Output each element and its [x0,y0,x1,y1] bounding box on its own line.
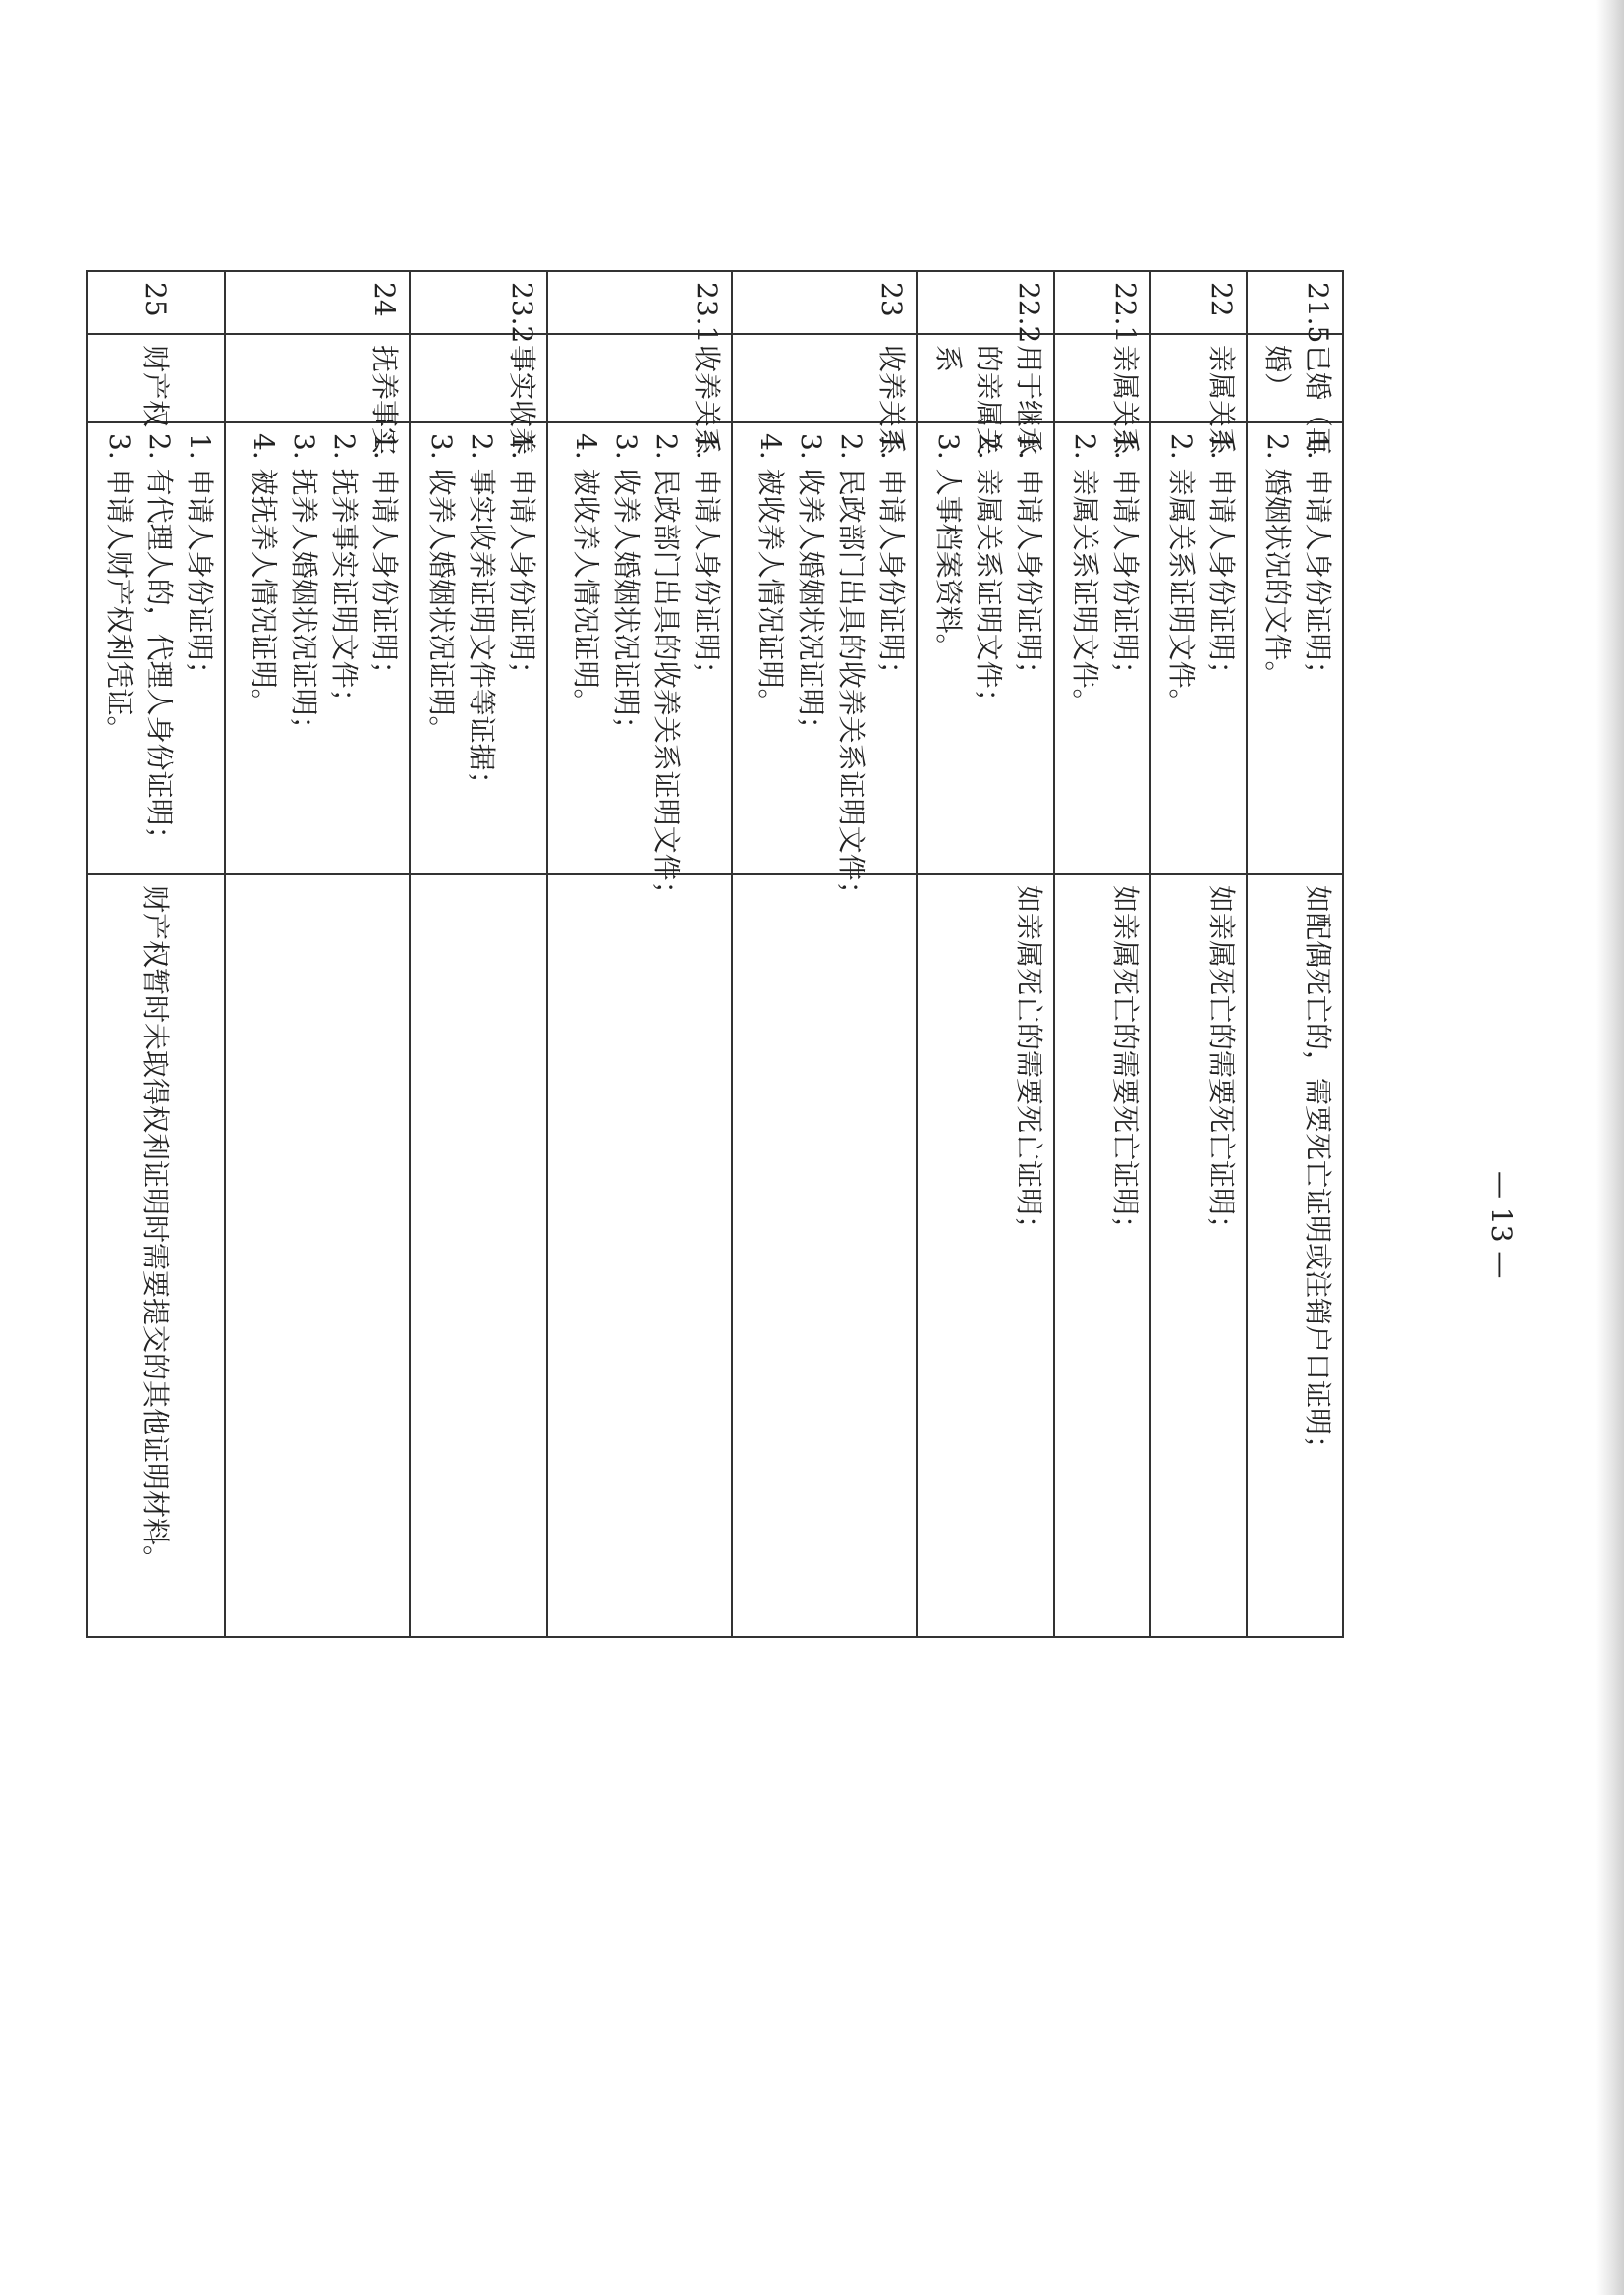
material-item: 1. 申请人身份证明； [1109,433,1142,689]
material-item: 3. 抚养人婚姻状况证明； [288,433,320,744]
material-item: 3. 收养人婚姻状况证明； [795,433,827,744]
note-cell [547,874,732,1637]
row-number-cell [1247,271,1343,344]
materials-cell [225,422,410,874]
item-name-cell [1054,334,1150,456]
material-item: 4. 被抚养人情况证明。 [248,433,280,716]
material-item: 1. 申请人身份证明； [1205,433,1238,689]
row-number-cell [917,271,1054,344]
item-name-cell [87,334,225,428]
item-name-line: 抚养事实 [368,345,401,456]
row-number-cell [1150,271,1247,334]
material-item: 1. 申请人身份证明； [1013,433,1045,689]
materials-cell [1150,422,1247,874]
row-number: 21.5 [1302,282,1334,344]
item-name-line: 财产权 [140,345,173,428]
table-row [1150,271,1247,1637]
note-cell [917,874,1054,1637]
row-number-cell [87,271,225,334]
page-number [1479,1171,1538,1289]
material-item: 2. 亲属关系证明文件。 [1069,433,1101,716]
item-name-cell [410,334,547,456]
material-item: 1. 申请人身份证明； [1302,433,1334,689]
material-item: 2. 事实收养证明文件等证据； [466,433,498,799]
note-cell [225,874,410,1637]
row-number: 23.1 [691,282,723,344]
table-row [225,271,410,1637]
item-name-cell [1247,334,1343,456]
row-number: 23.2 [506,282,538,344]
row-number-cell [547,271,732,344]
item-name-line: 系 [932,345,965,373]
page-number-text: — 13 — [1485,1171,1518,1279]
note-cell [1054,874,1150,1637]
note-cell [410,874,547,1637]
item-name-line: 亲属关系 [1109,345,1142,456]
material-item: 3. 收养人婚姻状况证明； [610,433,643,744]
materials-cell [1054,422,1150,874]
material-item: 4. 被收养人情况证明。 [570,433,602,716]
item-name-cell [547,334,732,456]
table-row [547,271,732,1637]
materials-cell [547,422,732,909]
note-text: 如亲属死亡的需要死亡证明； [1205,885,1238,1244]
row-number: 22.1 [1109,282,1142,344]
material-item: 1. 申请人身份证明； [691,433,723,689]
item-name-cell [732,334,917,456]
note-cell [732,874,917,1637]
item-name-line: 婚） [1261,345,1294,401]
materials-cell [1247,422,1343,874]
note-text: 如配偶死亡的，需要死亡证明或注销户口证明； [1302,885,1334,1464]
row-number-cell [732,271,917,334]
row-number-cell [1054,271,1150,344]
note-cell [1150,874,1247,1637]
material-item: 1. 申请人身份证明； [368,433,401,689]
material-item: 3. 收养人婚姻状况证明。 [425,433,458,744]
note-cell [87,874,225,1637]
material-item: 2. 抚养事实证明文件； [328,433,361,716]
item-name-cell [917,334,1054,456]
item-name-line: 的亲属关 [973,345,1005,456]
table-row [1247,271,1343,1637]
item-name-line: 已婚（再 [1302,345,1334,456]
row-number-cell [410,271,547,344]
material-item: 2. 婚姻状况的文件。 [1261,433,1294,689]
table-row [1054,271,1150,1637]
item-name-line: 亲属关系 [1205,345,1238,456]
item-name-cell [1150,334,1247,456]
table-row [732,271,917,1637]
material-item: 2. 亲属关系证明文件； [973,433,1005,716]
materials-cell [732,422,917,909]
material-item: 1. 申请人身份证明； [506,433,538,689]
material-item: 2. 民政部门出具的收养关系证明文件； [835,433,868,909]
table-row [917,271,1054,1637]
row-number-cell [225,271,410,334]
note-text: 财产权暂时未取得权利证明时需要提交的其他证明材料。 [140,885,173,1574]
material-item: 4. 被收养人情况证明。 [755,433,787,716]
material-item: 3. 申请人财产权利凭证。 [103,433,136,744]
materials-cell [87,422,225,874]
row-number: 22 [1205,282,1238,317]
rotated-page-content [103,270,1344,1636]
note-text: 如亲属死亡的需要死亡证明； [1013,885,1045,1244]
material-item: 3. 人事档案资料。 [932,433,965,661]
material-item: 2. 民政部门出具的收养关系证明文件； [650,433,683,909]
row-number: 24 [368,282,401,317]
row-number: 23 [875,282,908,317]
material-item: 1. 申请人身份证明； [184,433,216,689]
material-item: 2. 亲属关系证明文件。 [1165,433,1198,716]
material-item: 2. 有代理人的，代理人身份证明； [143,433,176,854]
item-name-line: 收养关系 [691,345,723,456]
page-edge-shadow [1596,0,1624,2295]
note-cell [1247,874,1343,1637]
requirements-table [86,270,1344,1638]
row-number: 22.2 [1013,282,1045,344]
item-name-line: 事实收养 [506,345,538,456]
table-row [410,271,547,1637]
note-text: 如亲属死亡的需要死亡证明； [1109,885,1142,1244]
item-name-cell [225,334,410,456]
item-name-line: 用于继承 [1013,345,1045,456]
table-row [87,271,225,1637]
materials-cell [917,422,1054,874]
row-number: 25 [140,282,173,317]
material-item: 1. 申请人身份证明； [875,433,908,689]
materials-cell [410,422,547,874]
item-name-line: 收养关系 [875,345,908,456]
